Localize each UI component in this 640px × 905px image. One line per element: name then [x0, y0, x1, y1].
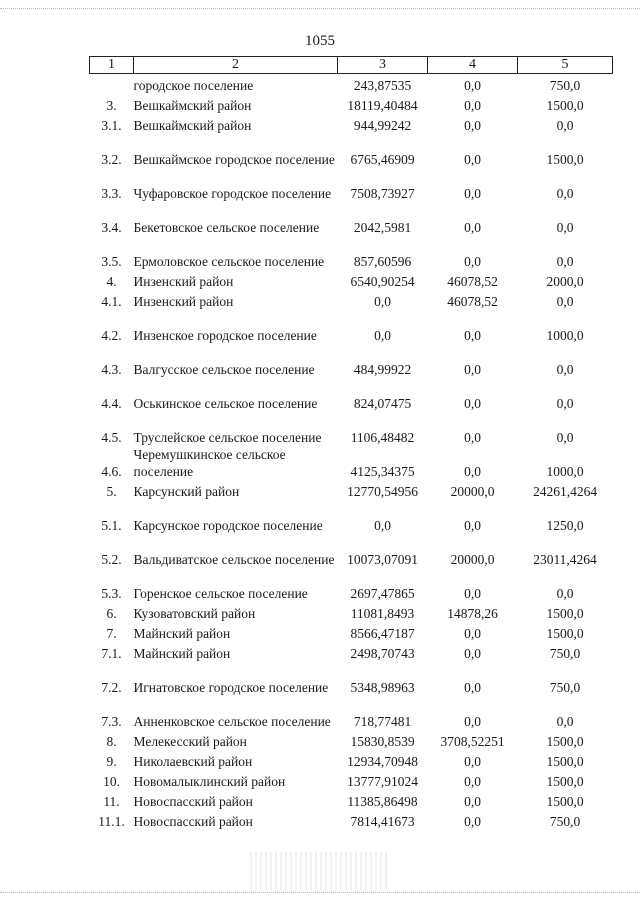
- row-value-col3: 18119,40484: [347, 97, 418, 113]
- row-number: 3.3.: [101, 185, 122, 201]
- row-number: 5.3.: [101, 585, 122, 601]
- row-number: 9.: [106, 753, 117, 769]
- row-name: Майнский район: [133, 645, 231, 661]
- table-row: [90, 750, 613, 770]
- row-value-col4: 0,0: [464, 117, 481, 133]
- row-value-col3: 0,0: [374, 327, 391, 343]
- row-name: Карсунское городское поселение: [133, 517, 323, 533]
- table-body: [90, 74, 613, 830]
- row-value-col3: 5348,98963: [350, 679, 415, 695]
- row-number: 4.: [106, 273, 117, 289]
- row-value-col5: 1000,0: [546, 327, 584, 343]
- row-value-col4: 0,0: [464, 463, 481, 479]
- row-value-col3: 10073,07091: [347, 551, 418, 567]
- row-value-col3: 11081,8493: [350, 605, 415, 621]
- row-number: 4.1.: [101, 293, 122, 309]
- row-number: 7.2.: [101, 679, 122, 695]
- row-value-col3: 4125,34375: [350, 463, 415, 479]
- budget-table: [89, 56, 613, 830]
- table-row: [90, 412, 613, 446]
- table-row: [90, 290, 613, 310]
- row-value-col5: 1500,0: [546, 793, 584, 809]
- row-value-col3: 11385,86498: [347, 793, 418, 809]
- row-value-col4: 0,0: [464, 713, 481, 729]
- table-row: [90, 622, 613, 642]
- row-value-col3: 12934,70948: [347, 753, 418, 769]
- row-value-col3: 8566,47187: [350, 625, 415, 641]
- row-value-col5: 1500,0: [546, 151, 584, 167]
- table-row: [90, 236, 613, 270]
- row-value-col5: 1000,0: [546, 463, 584, 479]
- table-row: [90, 500, 613, 534]
- row-value-col5: 0,0: [556, 185, 574, 201]
- row-value-col3: 824,07475: [353, 395, 412, 411]
- row-value-col5: 2000,0: [546, 273, 584, 289]
- row-value-col4: 46078,52: [447, 273, 498, 289]
- table-row: [90, 730, 613, 750]
- table-row: [90, 810, 613, 830]
- table-header: [90, 57, 613, 74]
- table-row: [90, 270, 613, 290]
- row-value-col4: 0,0: [464, 773, 481, 789]
- row-value-col4: 0,0: [464, 813, 481, 829]
- table-row: [90, 790, 613, 810]
- row-value-col3: 1106,48482: [350, 429, 415, 445]
- row-name: Вешкаймское городское поселение: [133, 151, 335, 167]
- row-value-col4: 0,0: [464, 327, 481, 343]
- row-value-col4: 3708,52251: [440, 733, 505, 749]
- row-name: Новоспасский район: [133, 793, 253, 809]
- table-row: [90, 770, 613, 790]
- table-row: [90, 168, 613, 202]
- row-name: Майнский район: [133, 625, 231, 641]
- row-value-col3: 0,0: [374, 293, 391, 309]
- row-value-col4: 0,0: [464, 793, 481, 809]
- row-number: [90, 74, 134, 94]
- row-value-col3: 2042,5981: [353, 219, 412, 235]
- row-value-col5: 750,0: [549, 813, 581, 829]
- row-name: Николаевский район: [133, 753, 253, 769]
- column-header-5: 5: [518, 57, 613, 74]
- table-row: [90, 74, 613, 94]
- row-name: Инзенский район: [133, 273, 234, 289]
- row-value-col5: 1500,0: [546, 625, 584, 641]
- row-name: Горенское сельское поселение: [133, 585, 308, 601]
- row-value-col5: 0,0: [556, 395, 574, 411]
- table-row: [90, 696, 613, 730]
- row-value-col3: 6540,90254: [350, 273, 415, 289]
- row-value-col5: 24261,4264: [532, 483, 598, 499]
- row-number: 8.: [106, 733, 117, 749]
- row-value-col5: 23011,4264: [533, 551, 597, 567]
- table-row: [90, 568, 613, 602]
- row-name: Ермоловское сельское поселение: [133, 253, 325, 269]
- row-value-col4: 0,0: [464, 585, 481, 601]
- row-name: Карсунский район: [133, 483, 240, 499]
- row-value-col3: 13777,91024: [347, 773, 418, 789]
- table-row: [90, 480, 613, 500]
- row-number: 7.: [106, 625, 117, 641]
- row-value-col4: 0,0: [464, 625, 481, 641]
- row-number: 3.4.: [101, 219, 122, 235]
- row-value-col3: 857,60596: [353, 253, 412, 269]
- row-value-col3: 7814,41673: [350, 813, 415, 829]
- row-number: 4.2.: [101, 327, 122, 343]
- row-value-col3: 243,87535: [353, 77, 412, 93]
- row-value-col5: 1500,0: [546, 753, 584, 769]
- row-value-col5: 1250,0: [546, 517, 584, 533]
- row-name: Мелекесский район: [133, 733, 247, 749]
- row-number: 3.2.: [101, 151, 122, 167]
- table-row: [90, 602, 613, 622]
- table-row: [90, 310, 613, 344]
- row-value-col3: 12770,54956: [347, 483, 418, 499]
- table-row: [90, 134, 613, 168]
- row-value-col4: 0,0: [464, 429, 481, 445]
- row-value-col5: 750,0: [549, 77, 581, 93]
- table-row: [90, 344, 613, 378]
- row-name: Вешкаймский район: [133, 117, 252, 133]
- row-value-col4: 0,0: [464, 253, 481, 269]
- row-name: городское поселение: [133, 77, 254, 93]
- row-name: Черемушкинское сельское поселение: [133, 446, 286, 479]
- row-value-col5: 1500,0: [546, 773, 584, 789]
- row-name: Инзенское городское поселение: [133, 327, 317, 343]
- row-number: 7.3.: [101, 713, 122, 729]
- scan-edge-top: [0, 8, 640, 9]
- row-number: 3.: [106, 97, 117, 113]
- row-number: 4.3.: [101, 361, 122, 377]
- row-value-col4: 0,0: [464, 645, 481, 661]
- row-value-col3: 0,0: [374, 517, 391, 533]
- row-value-col3: 2697,47865: [350, 585, 415, 601]
- row-value-col5: 1500,0: [546, 605, 584, 621]
- row-name: Анненковское сельское поселение: [133, 713, 331, 729]
- row-number: 4.5.: [101, 429, 122, 445]
- row-value-col5: 0,0: [556, 293, 574, 309]
- row-number: 4.6.: [101, 463, 122, 479]
- column-header-2: 2: [134, 57, 338, 74]
- row-number: 5.1.: [101, 517, 122, 533]
- row-value-col4: 20000,0: [450, 551, 495, 567]
- scan-edge-bottom: [0, 892, 640, 893]
- row-value-col4: 0,0: [464, 679, 481, 695]
- table-row: [90, 642, 613, 662]
- row-value-col5: 0,0: [556, 585, 574, 601]
- row-number: 11.1.: [98, 813, 125, 829]
- row-number: 7.1.: [101, 645, 122, 661]
- row-name: Вальдиватское сельское поселение: [133, 551, 335, 567]
- row-value-col4: 14878,26: [447, 605, 498, 621]
- row-value-col4: 0,0: [464, 219, 481, 235]
- row-name: Труслейское сельское поселение: [133, 429, 322, 445]
- row-value-col5: 0,0: [556, 117, 574, 133]
- row-value-col5: 0,0: [556, 713, 574, 729]
- table-row: [90, 662, 613, 696]
- row-value-col4: 0,0: [464, 151, 481, 167]
- row-name: Кузоватовский район: [133, 605, 256, 621]
- row-value-col3: 944,99242: [353, 117, 412, 133]
- row-value-col4: 0,0: [464, 361, 481, 377]
- column-header-4: 4: [428, 57, 518, 74]
- table-row: [90, 202, 613, 236]
- row-value-col4: 46078,52: [447, 293, 498, 309]
- row-value-col5: 750,0: [549, 645, 581, 661]
- row-number: 4.4.: [101, 395, 122, 411]
- scan-noise: [250, 852, 390, 890]
- row-value-col5: 1500,0: [546, 97, 584, 113]
- row-value-col4: 20000,0: [450, 483, 495, 499]
- row-value-col3: 6765,46909: [350, 151, 415, 167]
- page-number: 1055: [305, 33, 335, 49]
- row-value-col3: 718,77481: [353, 713, 412, 729]
- row-number: 11.: [103, 793, 120, 809]
- column-header-1: 1: [90, 57, 134, 74]
- row-name: Новоспасский район: [133, 813, 253, 829]
- row-value-col3: 15830,8539: [350, 733, 415, 749]
- row-value-col3: 7508,73927: [350, 185, 415, 201]
- row-value-col4: 0,0: [464, 395, 481, 411]
- row-name: Оськинское сельское поселение: [133, 395, 318, 411]
- table-row: [90, 114, 613, 134]
- row-value-col5: 0,0: [556, 361, 574, 377]
- row-number: 10.: [103, 773, 120, 789]
- row-value-col5: 1500,0: [546, 733, 584, 749]
- row-number: 5.2.: [101, 551, 122, 567]
- row-value-col4: 0,0: [464, 77, 481, 93]
- row-value-col3: 2498,70743: [350, 645, 415, 661]
- row-name: Вешкаймский район: [133, 97, 252, 113]
- row-name: Валгусское сельское поселение: [133, 361, 315, 377]
- row-name: Игнатовское городское поселение: [133, 679, 329, 695]
- table-row: [90, 534, 613, 568]
- row-value-col4: 0,0: [464, 97, 481, 113]
- row-name: Чуфаровское городское поселение: [133, 185, 332, 201]
- row-number: 6.: [106, 605, 117, 621]
- row-value-col4: 0,0: [464, 753, 481, 769]
- row-name: Бекетовское сельское поселение: [133, 219, 320, 235]
- table-row: [90, 446, 613, 480]
- column-header-3: 3: [338, 57, 428, 74]
- table-row: [90, 94, 613, 114]
- row-value-col5: 0,0: [556, 429, 574, 445]
- row-value-col5: 0,0: [556, 219, 574, 235]
- row-number: 3.1.: [101, 117, 122, 133]
- row-value-col3: 484,99922: [353, 361, 412, 377]
- row-value-col5: 750,0: [549, 679, 581, 695]
- row-value-col4: 0,0: [464, 517, 481, 533]
- row-number: 5.: [106, 483, 117, 499]
- row-name: Новомалыклинский район: [133, 773, 286, 789]
- table-row: [90, 378, 613, 412]
- row-value-col4: 0,0: [464, 185, 481, 201]
- row-number: 3.5.: [101, 253, 122, 269]
- row-value-col5: 0,0: [556, 253, 574, 269]
- row-name: Инзенский район: [133, 293, 234, 309]
